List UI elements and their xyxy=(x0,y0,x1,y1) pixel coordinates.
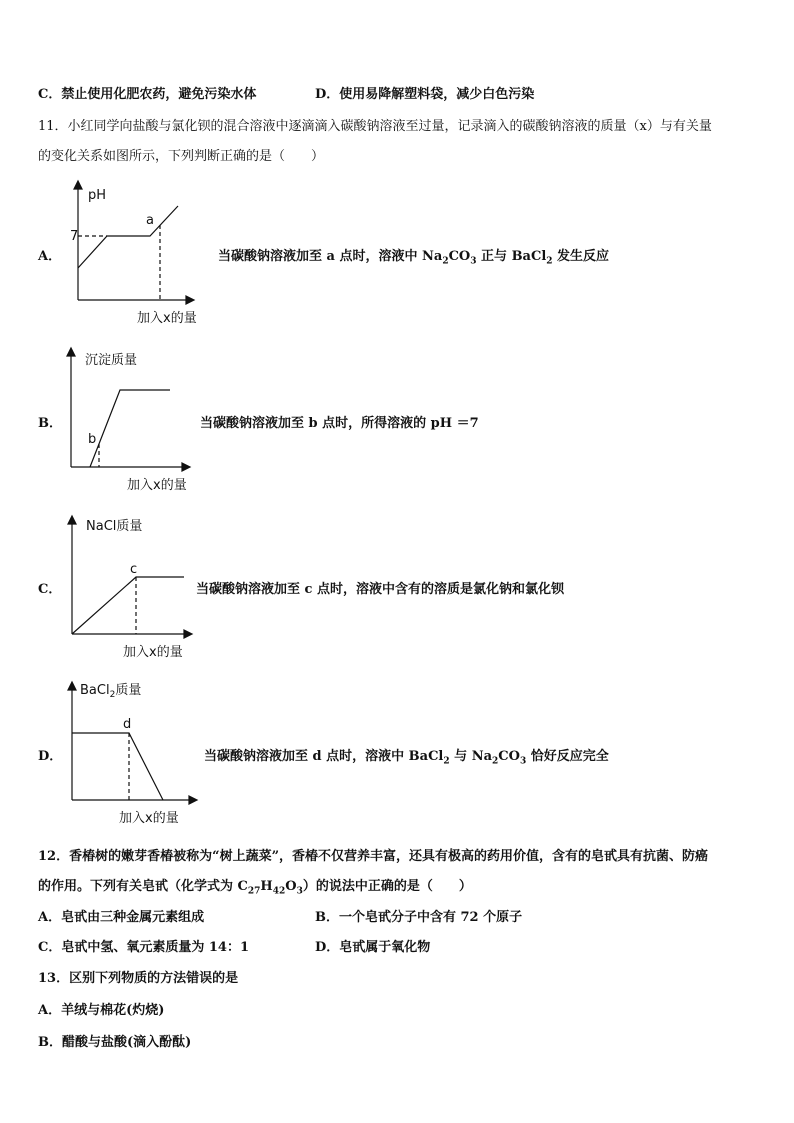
q12-option-d: D．皂甙属于氧化物 xyxy=(315,940,431,955)
xlabel-d: 加入x的量 xyxy=(119,811,179,826)
q11-stem-line1: 11．小红同学向盐酸与氯化钡的混合溶液中逐滴滴入碳酸钠溶液至过量，记录滴入的碳酸钠溶液的质量（x）与有关量 xyxy=(38,119,712,134)
q12-stem-line1: 12．香椿树的嫩芽香椿被称为“树上蔬菜”，香椿不仅营养丰富，还具有极高的药用价值，含有的皂甙具有抗菌、防癌 xyxy=(38,849,709,864)
axis-x-arrow xyxy=(182,463,190,471)
ylabel-nacl: NaCl质量 xyxy=(86,519,143,534)
q13-stem: 13．区别下列物质的方法错误的是 xyxy=(38,971,239,986)
axis-y-arrow xyxy=(67,348,75,356)
axis-x-arrow xyxy=(186,296,194,304)
precipitate-curve xyxy=(90,390,170,467)
bacl2-curve xyxy=(72,733,163,800)
ylabel-precipitate: 沉淀质量 xyxy=(85,353,138,368)
axis-y-arrow xyxy=(74,181,82,189)
q12-option-b: B．一个皂甙分子中含有 72 个原子 xyxy=(315,910,523,925)
xlabel-b: 加入x的量 xyxy=(127,478,187,493)
q13-option-b: B．醋酸与盐酸(滴入酚酞) xyxy=(38,1035,192,1050)
q11-option-d-desc: 当碳酸钠溶液加至 d 点时，溶液中 BaCl$_2$ 与 $Na_2CO_3$ 恰好反应完全 xyxy=(204,749,609,767)
axis-x-arrow xyxy=(189,796,197,804)
q11-option-c-label: C． xyxy=(38,582,62,597)
xlabel-c: 加入x的量 xyxy=(123,645,183,660)
q13-option-a: A．羊绒与棉花(灼烧) xyxy=(38,1003,165,1018)
ylabel-bacl2: BaCl$_2$质量 xyxy=(80,683,142,700)
ylabel-ph: pH xyxy=(88,188,107,203)
point-c: c xyxy=(130,562,138,577)
point-d: d xyxy=(123,717,132,732)
ph-curve xyxy=(78,206,178,268)
axis-y-arrow xyxy=(68,516,76,524)
q12-option-c: C．皂甙中氢、氧元素质量为 14：1 xyxy=(38,940,250,955)
nacl-curve xyxy=(72,577,184,634)
point-b: b xyxy=(88,432,97,447)
q10-option-c: C．禁止使用化肥农药，避免污染水体 xyxy=(38,87,257,102)
q11-stem-line2: 的变化关系如图所示，下列判断正确的是（ ） xyxy=(38,149,325,164)
q11-option-c-desc: 当碳酸钠溶液加至 c 点时，溶液中含有的溶质是氯化钠和氯化钡 xyxy=(196,582,564,597)
q11-option-a-desc: 当碳酸钠溶液加至 a 点时，溶液中 $Na_2CO_3$ 正与 BaCl$_2$ 发生反应 xyxy=(218,249,610,267)
q12-option-a: A．皂甙由三种金属元素组成 xyxy=(38,910,205,925)
point-a: a xyxy=(146,213,154,228)
q11-option-d-label: D． xyxy=(38,749,63,764)
q11-option-b-label: B． xyxy=(38,416,62,431)
q11-option-b-desc: 当碳酸钠溶液加至 b 点时，所得溶液的 pH ＝7 xyxy=(200,416,479,431)
q11-option-a-label: A． xyxy=(38,249,62,264)
axis-y-arrow xyxy=(68,682,76,690)
xlabel-a: 加入x的量 xyxy=(137,311,197,326)
q12-stem-line2: 的作用。下列有关皂甙（化学式为 $C_{27}H_{42}O_3$）的说法中正确的是（ ） xyxy=(38,879,472,897)
axis-x-arrow xyxy=(184,630,192,638)
q10-option-d: D．使用易降解塑料袋，减少白色污染 xyxy=(315,87,535,102)
tick-7: 7 xyxy=(70,229,79,244)
